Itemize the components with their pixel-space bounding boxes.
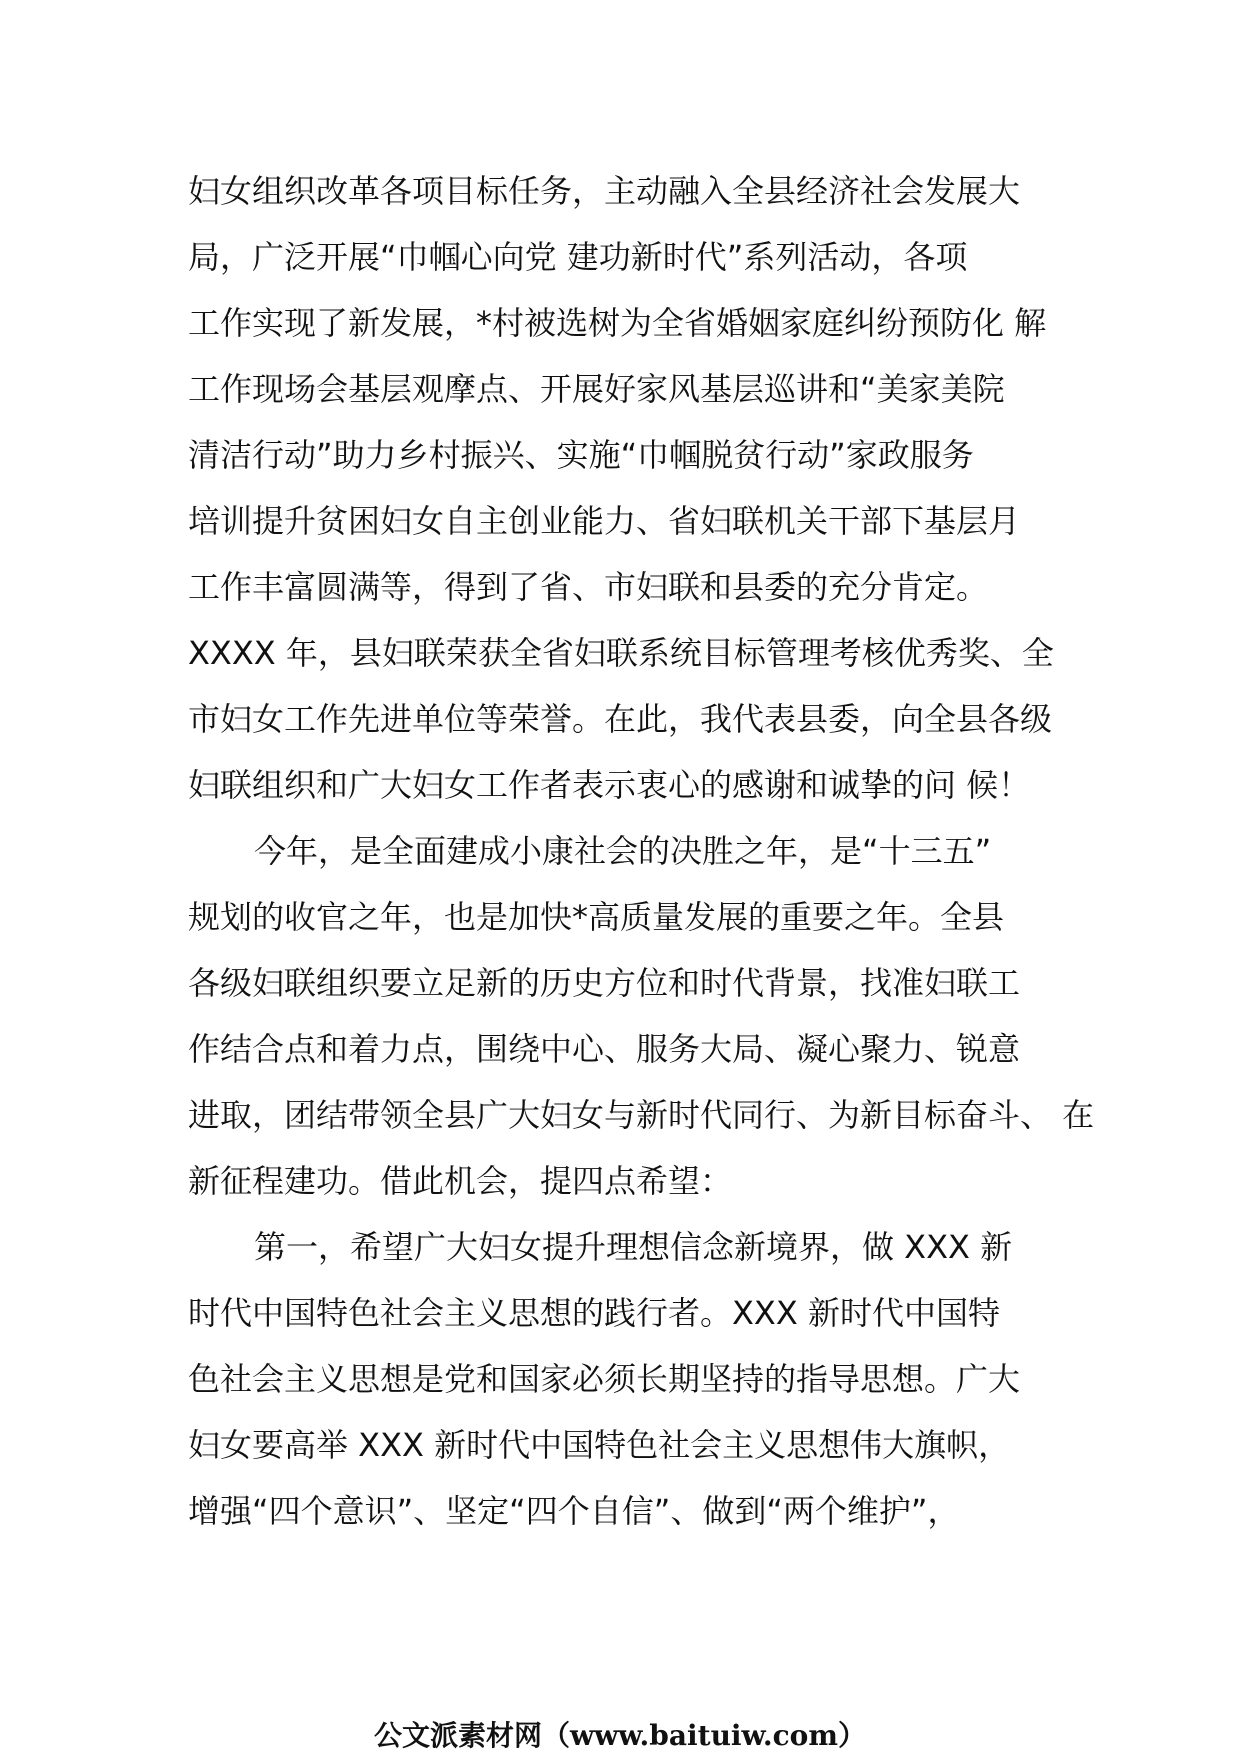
text-line: 作结合点和着力点，围绕中心、服务大局、凝心聚力、锐意 [188, 1030, 1021, 1068]
text-line: 妇女组织改革各项目标任务，主动融入全县经济社会发展大 [188, 172, 1021, 210]
document-body [188, 158, 1095, 1544]
paragraph-1 [188, 158, 1068, 818]
text-line: 工作现场会基层观摩点、开展好家风基层巡讲和“美家美院 [188, 370, 1005, 408]
text-line: 第一，希望广大妇女提升理想信念新境界，做 XXX 新 [254, 1228, 1013, 1266]
text-line: 妇联组织和广大妇女工作者表示衷心的感谢和诚挚的问 候！ [188, 766, 1031, 804]
text-line: 时代中国特色社会主义思想的践行者。XXX 新时代中国特 [188, 1294, 1000, 1332]
text-line: 市妇女工作先进单位等荣誉。在此，我代表县委，向全县各级 [188, 700, 1053, 738]
text-line: 工作丰富圆满等，得到了省、市妇联和县委的充分肯定。 [188, 568, 989, 606]
text-line: 工作实现了新发展，*村被选树为全省婚姻家庭纠纷预防化 解 [188, 304, 1047, 342]
text-line: 妇女要高举 XXX 新时代中国特色社会主义思想伟大旗帜， [188, 1426, 1011, 1464]
text-line: 局，广泛开展“巾帼心向党 建功新时代”系列活动，各项 [188, 238, 968, 276]
text-line: 增强“四个意识”、坚定“四个自信”、做到“两个维护”， [188, 1492, 960, 1530]
paragraph-2 [188, 818, 1095, 1214]
text-line: 新征程建功。借此机会，提四点希望： [188, 1162, 733, 1200]
text-line: 培训提升贫困妇女自主创业能力、省妇联机关干部下基层月 [188, 502, 1021, 540]
text-line: 规划的收官之年，也是加快*高质量发展的重要之年。全县 [188, 898, 1005, 936]
text-line: 各级妇联组织要立足新的历史方位和时代背景，找准妇联工 [188, 964, 1021, 1002]
text-line: 色社会主义思想是党和国家必须长期坚持的指导思想。广大 [188, 1360, 1021, 1398]
footer-watermark-text: 公文派素材网（www.baituiw.com） [374, 1719, 866, 1752]
paragraph-3 [188, 1214, 1068, 1544]
text-line: XXXX 年，县妇联荣获全省妇联系统目标管理考核优秀奖、全 [188, 634, 1054, 672]
text-line: 清洁行动”助力乡村振兴、实施“巾帼脱贫行动”家政服务 [188, 436, 974, 474]
text-line: 今年，是全面建成小康社会的决胜之年，是“十三五” [254, 832, 992, 870]
text-line: 进取，团结带领全县广大妇女与新时代同行、为新目标奋斗、 在 [188, 1096, 1095, 1134]
